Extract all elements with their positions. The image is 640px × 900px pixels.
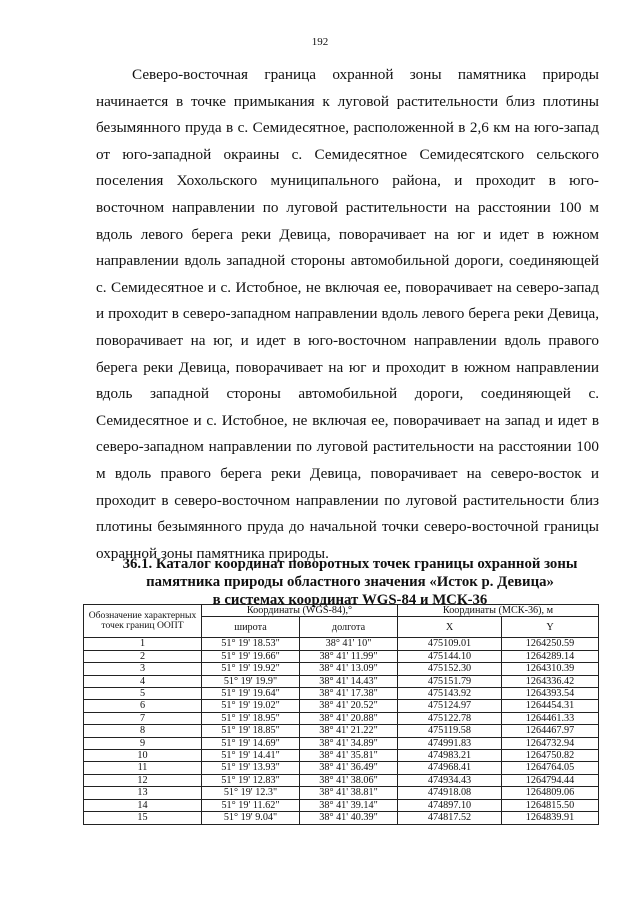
x-cell: 474897.10 [398,799,502,811]
table-row [84,812,599,824]
longitude-cell: 38° 41' 11.99" [300,650,398,662]
table-row [84,712,599,724]
x-cell: 475124.97 [398,700,502,712]
longitude-cell: 38° 41' 21.22" [300,725,398,737]
coordinates-table [83,604,599,825]
y-cell: 1264393.54 [502,688,599,700]
header-designation: Обозначение характерных точек границ ООПТ [84,605,202,638]
table-row [84,700,599,712]
table-row [84,737,599,749]
table-row [84,725,599,737]
y-cell: 1264454.31 [502,700,599,712]
y-cell: 1264815.50 [502,799,599,811]
y-cell: 1264794.44 [502,774,599,786]
x-cell: 474817.52 [398,812,502,824]
latitude-cell: 51° 19' 13.93" [202,762,300,774]
table-row [84,774,599,786]
heading-line-3: в системах координат WGS-84 и МСК-36 [212,592,488,608]
x-cell: 474991.83 [398,737,502,749]
longitude-cell: 38° 41' 40.39" [300,812,398,824]
longitude-cell: 38° 41' 20.88" [300,712,398,724]
longitude-cell: 38° 41' 38.06" [300,774,398,786]
latitude-cell: 51° 19' 12.83" [202,774,300,786]
body-paragraph: Северо-восточная граница охранной зоны памятника природы начинается в точке примыкания к луговой растительности близ плотины безымянного пруда в с. Семидесятное, расположенной в 2,6 км на юго-запад от юго-западной окраины с. Семидесятное Семидесятского сельского поселения Хохольского муниципального района, и проходит в юго-восточном направлении по луговой растительности на расстоянии 100 м вдоль левого берега реки Девица, поворачивает на юг и идет в южном направлении вдоль западной стороны автомобильной дороги, соединяющей с. Семидесятное и с. Истобное, не включая ее, поворачивает на северо-запад и проходит в северо-западном направлении вдоль левого берега реки Девица, поворачивает на юг, и идет в юго-восточном направлении вдоль правого берега реки Девица, поворачивает на юг и проходит в южном направлении вдоль западной стороны автомобильной дороги, соединяющей с. Семидесятное и с. Истобное, не включая ее, поворачивает на запад и идет в северо-западном направлении по луговой растительности на расстоянии 100 м вдоль правого берега реки Девица, поворачивает на северо-восток и проходит в северо-восточном направлении по луговой растительности близ плотины безымянного пруда до начальной точки северо-восточной границы охранной зоны памятника природы. [96,66,599,562]
y-cell: 1264289.14 [502,650,599,662]
longitude-cell: 38° 41' 35.81" [300,750,398,762]
longitude-cell: 38° 41' 13.09" [300,663,398,675]
page-number: 192 [311,36,329,48]
y-cell: 1264461.33 [502,712,599,724]
latitude-cell: 51° 19' 18.85" [202,725,300,737]
x-cell: 475122.78 [398,712,502,724]
y-cell: 1264250.59 [502,638,599,650]
point-number-cell: 8 [84,725,202,737]
x-cell: 475143.92 [398,688,502,700]
y-cell: 1264732.94 [502,737,599,749]
header-longitude: долгота [300,617,398,638]
x-cell: 474934.43 [398,774,502,786]
x-cell: 475119.58 [398,725,502,737]
table-row [84,688,599,700]
table-row [84,650,599,662]
y-cell: 1264764.05 [502,762,599,774]
y-cell: 1264467.97 [502,725,599,737]
latitude-cell: 51° 19' 14.41" [202,750,300,762]
point-number-cell: 2 [84,650,202,662]
table-row [84,762,599,774]
x-cell: 474918.08 [398,787,502,799]
y-cell: 1264310.39 [502,663,599,675]
point-number-cell: 14 [84,799,202,811]
catalog-heading [100,555,600,609]
longitude-cell: 38° 41' 10" [300,638,398,650]
latitude-cell: 51° 19' 11.62" [202,799,300,811]
latitude-cell: 51° 19' 19.02" [202,700,300,712]
y-cell: 1264336.42 [502,675,599,687]
x-cell: 474983.21 [398,750,502,762]
latitude-cell: 51° 19' 9.04" [202,812,300,824]
point-number-cell: 13 [84,787,202,799]
latitude-cell: 51° 19' 12.3" [202,787,300,799]
point-number-cell: 9 [84,737,202,749]
header-x: X [398,617,502,638]
point-number-cell: 1 [84,638,202,650]
point-number-cell: 7 [84,712,202,724]
table-row [84,675,599,687]
x-cell: 475151.79 [398,675,502,687]
header-latitude: широта [202,617,300,638]
point-number-cell: 10 [84,750,202,762]
point-number-cell: 6 [84,700,202,712]
point-number-cell: 15 [84,812,202,824]
longitude-cell: 38° 41' 36.49" [300,762,398,774]
point-number-cell: 4 [84,675,202,687]
longitude-cell: 38° 41' 17.38" [300,688,398,700]
point-number-cell: 3 [84,663,202,675]
x-cell: 474968.41 [398,762,502,774]
table-row [84,663,599,675]
table-row [84,787,599,799]
header-msk36: Координаты (МСК-36), м [398,605,599,617]
table-row [84,638,599,650]
longitude-cell: 38° 41' 20.52" [300,700,398,712]
x-cell: 475144.10 [398,650,502,662]
table-row [84,750,599,762]
latitude-cell: 51° 19' 19.9" [202,675,300,687]
table-body [84,638,599,824]
longitude-cell: 38° 41' 38.81" [300,787,398,799]
table-row [84,799,599,811]
y-cell: 1264809.06 [502,787,599,799]
latitude-cell: 51° 19' 14.69" [202,737,300,749]
point-number-cell: 12 [84,774,202,786]
longitude-cell: 38° 41' 39.14" [300,799,398,811]
header-y: Y [502,617,599,638]
x-cell: 475109.01 [398,638,502,650]
y-cell: 1264839.91 [502,812,599,824]
y-cell: 1264750.82 [502,750,599,762]
longitude-cell: 38° 41' 34.89" [300,737,398,749]
latitude-cell: 51° 19' 19.92" [202,663,300,675]
longitude-cell: 38° 41' 14.43" [300,675,398,687]
point-number-cell: 11 [84,762,202,774]
heading-line-1: 36.1. Каталог координат поворотных точек границы охранной зоны [122,556,578,572]
point-number-cell: 5 [84,688,202,700]
latitude-cell: 51° 19' 18.95" [202,712,300,724]
latitude-cell: 51° 19' 18.53" [202,638,300,650]
heading-line-2: памятника природы областного значения «Исток р. Девица» [146,574,554,590]
header-wgs84: Координаты (WGS-84),° [202,605,398,617]
latitude-cell: 51° 19' 19.66" [202,650,300,662]
latitude-cell: 51° 19' 19.64" [202,688,300,700]
x-cell: 475152.30 [398,663,502,675]
